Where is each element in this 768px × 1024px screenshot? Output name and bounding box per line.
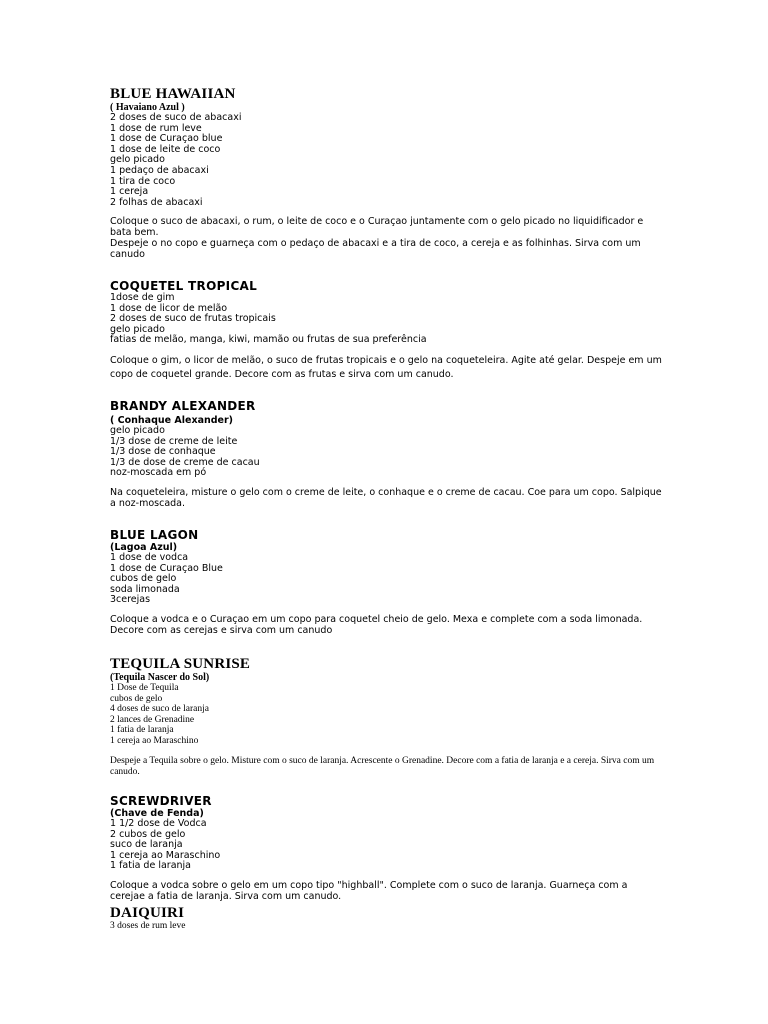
recipe-brandy-alexander [110, 399, 670, 509]
recipe-coquetel-tropical [110, 279, 670, 382]
ingredient-item: noz-moscada em pó [110, 467, 207, 479]
instruction-paragraph: Coloque o suco de abacaxi, o rum, o leite de coco e o Curaçao juntamente com o gelo picado no liquidificador e bata bem. [110, 216, 644, 239]
instruction-paragraph: Despeje o no copo e guarneça com o pedaço de abacaxi e a tira de coco, a cereja e as folhinhas. Sirva com um canudo [110, 238, 641, 261]
ingredient-item: 1 dose de vodca [110, 552, 189, 563]
instruction-paragraph: Despeje a Tequila sobre o gelo. Misture com o suco de laranja. Acrescente o Grenadine. Decore com a fatia de laranja e a cereja. Sirva com um canudo. [110, 755, 655, 777]
ingredient-item: 1 cereja [110, 186, 149, 198]
ingredient-item: 1 1/2 dose de Vodca [110, 818, 207, 829]
recipe-subtitle: (Chave de Fenda) [110, 808, 204, 819]
ingredient-item: 3 doses de rum leve [110, 921, 186, 931]
instruction-paragraph: Coloque a vodca e o Curaçao em um copo para coquetel cheio de gelo. Mexa e complete com a soda limonada. Decore com as cerejas e sirva com um canudo [110, 613, 643, 636]
ingredient-item: 2 lances de Grenadine [110, 714, 195, 725]
recipe-subtitle: ( Havaiano Azul ) [110, 102, 185, 113]
ingredient-list [110, 683, 670, 747]
recipe-blue-hawaiian [110, 86, 670, 260]
recipe-daiquiri [110, 905, 670, 932]
ingredient-item: 2 doses de suco de abacaxi [110, 112, 242, 123]
recipe-title: TEQUILA SUNRISE [110, 656, 251, 672]
ingredient-item: soda limonada [110, 583, 180, 595]
ingredient-item: 1/3 de dose de creme de cacau [110, 456, 260, 468]
ingredient-list [110, 113, 670, 208]
ingredient-item: gelo picado [110, 323, 165, 335]
ingredient-list [110, 553, 670, 606]
ingredient-item: 1 fatia de laranja [110, 725, 174, 736]
ingredient-item: 1 cereja ao Maraschino [110, 735, 199, 746]
ingredient-item: cubos de gelo [110, 693, 163, 704]
recipe-subtitle: ( Conhaque Alexander) [110, 415, 234, 426]
ingredient-item: 1 dose de leite de coco [110, 143, 221, 155]
instruction-paragraph: Coloque a vodca sobre o gelo em um copo tipo "highball". Complete com o suco de laranja. Guarneça com a cerejae a fatia de laranja. Sirva com um canudo. [110, 879, 628, 902]
ingredient-item: 1 dose de Curaçao Blue [110, 562, 223, 574]
recipe-title: BLUE HAWAIIAN [110, 86, 236, 102]
ingredient-item: 1/3 dose de creme de leite [110, 435, 238, 447]
ingredient-list [110, 921, 670, 932]
instructions [110, 880, 662, 902]
ingredient-item: 1 dose de Curaçao blue [110, 133, 223, 145]
ingredient-item: suco de laranja [110, 839, 183, 851]
recipe-tequila-sunrise [110, 656, 670, 778]
instructions [110, 756, 662, 778]
ingredient-list [110, 426, 670, 479]
instruction-paragraph: Na coqueteleira, misture o gelo com o creme de leite, o conhaque e o creme de cacau. Coe para um copo. Salpique a noz-moscada. [110, 486, 662, 509]
ingredient-item: 1dose de gim [110, 292, 175, 303]
ingredient-item: 2 doses de suco de frutas tropicais [110, 313, 276, 325]
ingredient-item: 1 tira de coco [110, 175, 176, 187]
instruction-paragraph: Coloque o gim, o licor de melão, o suco de frutas tropicais e o gelo na coqueteleira. Agite até gelar. Despeje em um copo de coquetel grande. Decore com as frutas e sirva com um canudo. [110, 354, 662, 380]
ingredient-item: gelo picado [110, 154, 165, 166]
ingredient-item: fatias de melão, manga, kiwi, mamão ou frutas de sua preferência [110, 334, 427, 346]
recipe-screwdriver [110, 794, 670, 902]
ingredient-list [110, 293, 670, 346]
recipe-title: COQUETEL TROPICAL [110, 279, 258, 293]
ingredient-item: 2 folhas de abacaxi [110, 196, 203, 208]
ingredient-list [110, 819, 670, 872]
ingredient-item: 1 dose de rum leve [110, 122, 202, 134]
ingredient-item: 1 cereja ao Maraschino [110, 849, 221, 861]
ingredient-item: 1 fatia de laranja [110, 860, 192, 872]
ingredient-item: 4 doses de suco de laranja [110, 704, 209, 715]
instructions [110, 614, 662, 636]
recipe-title: BLUE LAGON [110, 528, 199, 542]
ingredient-item: 3cerejas [110, 594, 151, 606]
recipe-title: SCREWDRIVER [110, 794, 212, 808]
ingredient-item: 2 cubos de gelo [110, 828, 186, 840]
recipe-subtitle: (Tequila Nascer do Sol) [110, 672, 210, 683]
instructions [110, 487, 662, 509]
instructions [110, 354, 662, 382]
ingredient-item: 1 pedaço de abacaxi [110, 164, 209, 176]
instructions [110, 216, 662, 260]
recipe-title: DAIQUIRI [110, 905, 185, 921]
ingredient-item: 1 Dose de Tequila [110, 683, 179, 693]
recipe-subtitle: (Lagoa Azul) [110, 542, 178, 553]
ingredient-item: 1/3 dose de conhaque [110, 446, 216, 458]
ingredient-item: 1 dose de licor de melão [110, 302, 228, 314]
ingredient-item: gelo picado [110, 425, 165, 436]
recipe-title: BRANDY ALEXANDER [110, 399, 256, 413]
ingredient-item: cubos de gelo [110, 573, 177, 585]
recipe-blue-lagon [110, 528, 670, 636]
